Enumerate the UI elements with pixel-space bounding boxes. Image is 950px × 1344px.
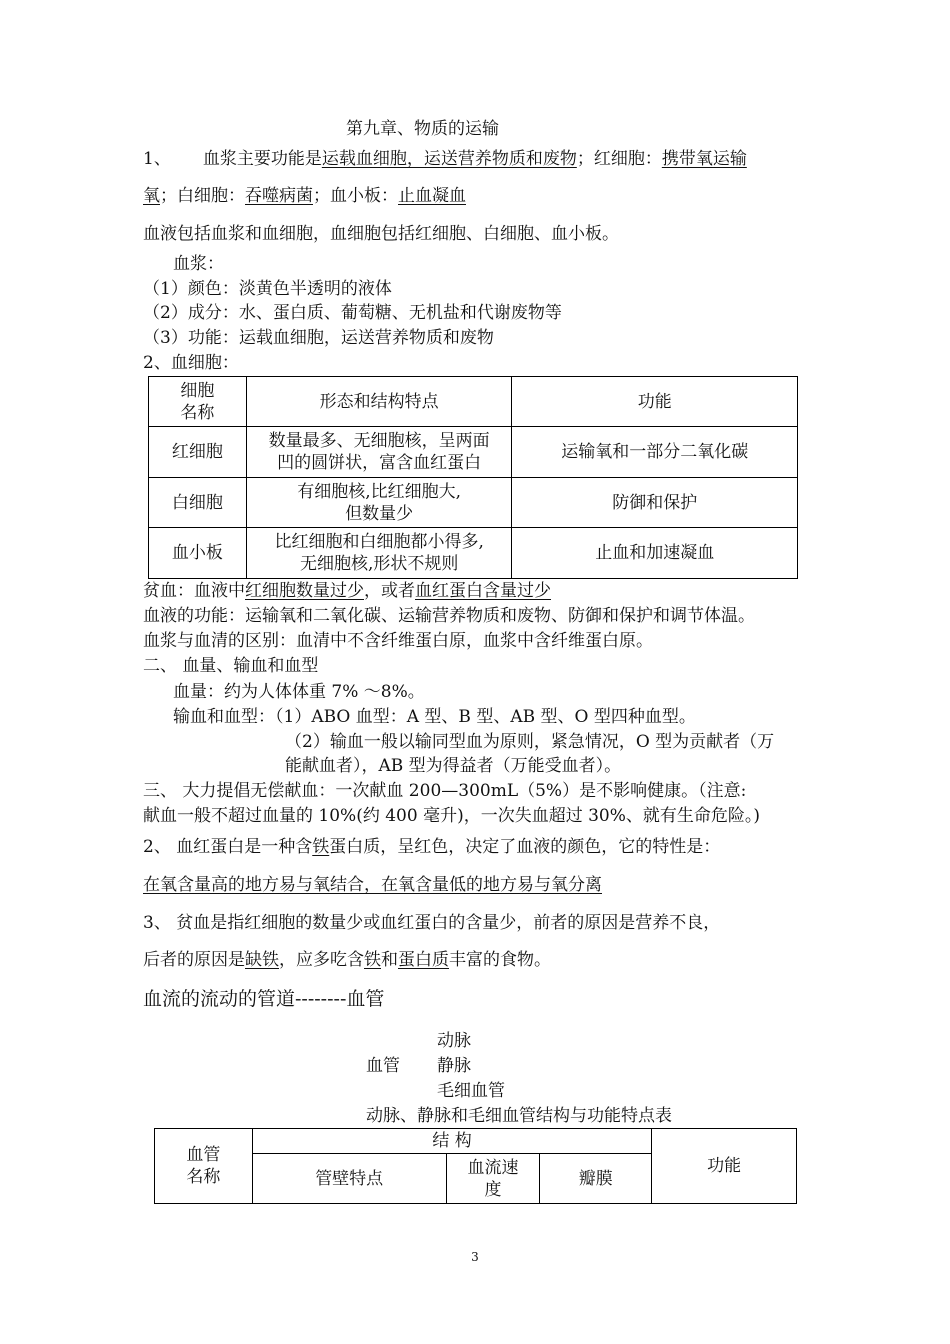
vessel-table-caption: 动脉、静脉和毛细血管结构与功能特点表	[366, 1106, 672, 1126]
section-3-line-2: 献血一般不超过血量的 10%(约 400 毫升)，一次失血超过 30%、就有生命危险。)	[143, 806, 761, 826]
item-2-line-2: 在氧含量高的地方易与氧结合，在氧含量低的地方易与氧分离	[143, 875, 602, 895]
item-3-line-1: 3、 贫血是指红细胞的数量少或血红蛋白的含量少，前者的原因是营养不良，	[143, 913, 721, 933]
item-3-line-2: 后者的原因是缺铁，应多吃含铁和蛋白质丰富的食物。	[143, 950, 551, 970]
plasma-function: （3）功能：运载血细胞，运送营养物质和废物	[143, 328, 494, 348]
blood-function-line: 血液的功能：运输氧和二氧化碳、运输营养物质和废物、防御和保护和调节体温。	[143, 606, 755, 626]
plasma-color: （1）颜色：淡黄色半透明的液体	[143, 279, 392, 299]
blood-type-line: 输血和血型：（1）ABO 血型：A 型、B 型、AB 型、O 型四种血型。	[173, 707, 696, 727]
table-header-row: 细胞 名称 形态和结构特点 功能	[149, 377, 798, 427]
vessel-table-header-row-1: 血管 名称 结 构 功能	[155, 1129, 797, 1154]
chapter-title: 第九章、物质的运输	[346, 119, 499, 139]
page-number: 3	[471, 1250, 479, 1264]
vessels-title: 血流的流动的管道--------血管	[143, 988, 385, 1010]
blood-composition: 血液包括血浆和血细胞，血细胞包括红细胞、白细胞、血小板。	[143, 224, 619, 244]
blood-volume-line: 血量：约为人体体重 7% ～8%。	[173, 682, 425, 702]
section-3-line-1: 三、 大力提倡无偿献血：一次献血 200—300mL（5%）是不影响健康。（注意:	[143, 781, 747, 801]
vessel-artery: 动脉	[437, 1031, 471, 1051]
transfusion-line-2: 能献血者），AB 型为得益者（万能受血者）。	[285, 756, 622, 776]
transfusion-line-1: （2）输血一般以输同型血为原则，紧急情况，O 型为贡献者（万	[285, 732, 775, 752]
plasma-composition: （2）成分：水、蛋白质、葡萄糖、无机盐和代谢废物等	[143, 303, 562, 323]
item-1-line-1: 1、 血浆主要功能是运载血细胞，运送营养物质和废物；红细胞：携带氧运输	[143, 149, 747, 169]
section-2-heading: 二、 血量、输血和血型	[143, 656, 319, 676]
item-2-line-1: 2、 血红蛋白是一种含铁蛋白质，呈红色，决定了血液的颜色，它的特性是：	[143, 837, 721, 857]
vessel-vein: 静脉	[437, 1056, 471, 1076]
anemia-line: 贫血：血液中红细胞数量过少，或者血红蛋白含量过少	[143, 581, 551, 601]
table-row: 血小板 比红细胞和白细胞都小得多, 无细胞核,形状不规则 止血和加速凝血	[149, 528, 798, 579]
plasma-heading: 血浆：	[173, 254, 224, 274]
item-1-line-2: 氧；白细胞：吞噬病菌；血小板：止血凝血	[143, 186, 466, 206]
table-row: 白细胞 有细胞核,比红细胞大, 但数量少 防御和保护	[149, 478, 798, 528]
vessel-table-header-row-2: 管壁特点 血流速 度 瓣膜	[155, 1154, 797, 1204]
vessel-capillary: 毛细血管	[437, 1081, 505, 1101]
blood-cell-table	[148, 376, 798, 579]
table-row: 红细胞 数量最多、无细胞核，呈两面 凹的圆饼状，富含血红蛋白 运输氧和一部分二氧化碳	[149, 427, 798, 478]
plasma-serum-line: 血浆与血清的区别：血清中不含纤维蛋白原，血浆中含纤维蛋白原。	[143, 631, 653, 651]
vessel-table	[154, 1128, 797, 1204]
vessel-root: 血管	[366, 1056, 400, 1076]
blood-cells-heading: 2、血细胞：	[143, 353, 239, 373]
